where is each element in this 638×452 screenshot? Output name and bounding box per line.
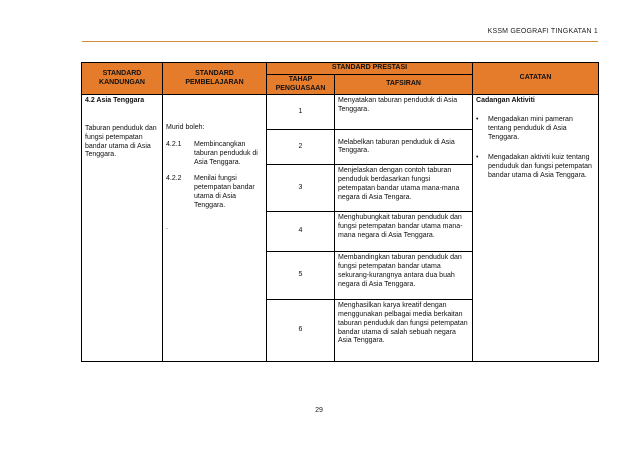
bullet-icon: • [476,154,479,162]
header-catatan: CATATAN [473,63,599,95]
pembelajaran-item-text: Menilai fungsi petempatan bandar utama di Asia Tenggara. [194,175,255,209]
kandungan-text: Taburan penduduk dan fungsi petempatan bandar utama di Asia Tenggara. [85,125,157,159]
activity-item [476,116,595,142]
header-standard-pembelajaran: STANDARD PEMBELAJARAN [163,63,267,95]
level-description: Membandingkan taburan penduduk dan fungsi petempatan bandar utama sekurang-kurangnya antara dua buah negara di Asia Tenggara. [335,252,473,300]
bullet-icon: • [476,116,479,123]
activity-item [476,154,595,180]
level-number: 5 [267,252,335,300]
activity-text: Mengadakan aktiviti kuiz tentang penduduk dan fungsi petempatan bandar utama di Asia Tenggara. [488,154,592,179]
level-number: 1 [267,95,335,130]
pembelajaran-item-text: Membincangkan taburan penduduk di Asia Tenggara. [194,141,258,166]
pembelajaran-trailing: . [166,224,168,232]
kandungan-cell [82,95,163,362]
catatan-title: Cadangan Aktiviti [476,97,535,105]
pembelajaran-item-number: 4.2.1 [166,141,182,148]
level-description: Melabelkan taburan penduduk di Asia Tenggara. [335,130,473,165]
pembelajaran-intro: Murid boleh: [166,124,205,132]
level-description: Menghasilkan karya kreatif dengan menggunakan pelbagai media berkaitan taburan penduduk dan fungsi petempatan bandar utama di salah sebuah negara Asia Tenggara. [335,300,473,362]
level-number: 2 [267,130,335,165]
level-description: Menyatakan taburan penduduk di Asia Tenggara. [335,95,473,130]
document-header: KSSM GEOGRAFI TINGKATAN 1 [487,28,598,35]
pembelajaran-item [166,141,263,167]
header-divider [82,41,598,42]
header-tahap-penguasaan: TAHAP PENGUASAAN [267,74,335,95]
header-standard-kandungan: STANDARD KANDUNGAN [82,63,163,95]
kandungan-title: 4.2 Asia Tenggara [85,97,145,105]
header-standard-prestasi: STANDARD PRESTASI [267,63,473,75]
level-description: Menjelaskan dengan contoh taburan penduduk berdasarkan fungsi petempatan bandar utama mana-mana negara di Asia Tengara. [335,165,473,212]
level-number: 3 [267,165,335,212]
activity-text: Mengadakan mini pameran tentang penduduk di Asia Tenggara. [488,116,573,141]
pembelajaran-item-number: 4.2.2 [166,175,182,183]
standards-table [81,62,599,362]
pembelajaran-item [166,175,263,210]
page-number: 29 [315,407,323,414]
level-number: 4 [267,212,335,252]
header-tafsiran: TAFSIRAN [335,74,473,95]
pembelajaran-cell [163,95,267,362]
level-description: Menghubungkait taburan penduduk dan fungsi petempatan bandar utama mana-mana negara di Asia Tenggara. [335,212,473,252]
level-number: 6 [267,300,335,362]
activity-list [476,116,595,181]
catatan-cell [473,95,599,362]
